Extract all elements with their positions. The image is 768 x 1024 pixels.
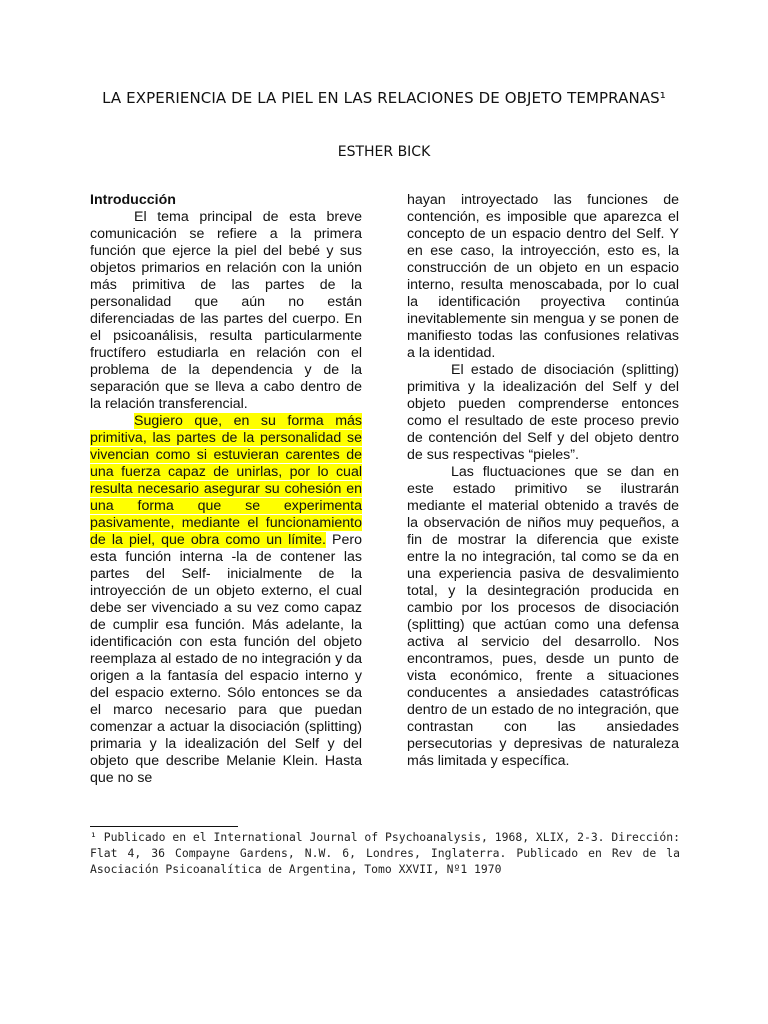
- paragraph-continuation: Pero esta función interna -la de contener las partes del Self- inicialmente de la introyección de un objeto externo, el cual debe ser vivenciado a su vez como capaz de cumplir esa función. Más adelante, la identificación con esta función del objeto reemplaza al estado de no integración y da origen a la fantasía del espacio interno y del espacio externo. Sólo entonces se da el marco necesario para que puedan comenzar a actuar la disociación (splitting) primaria y la idealización del Self y del objeto que describe Melanie Klein. Hasta que no se: [90, 532, 362, 786]
- section-heading: Introducción: [90, 192, 176, 208]
- right-column: [407, 192, 679, 770]
- fluctuations-paragraph: Las fluctuaciones que se dan en este estado primitivo se ilustrarán mediante el material obtenido a través de la observación de niños muy pequeños, a fin de mostrar la diferencia que existe entre la no integración, tal como se da en una experiencia pasiva de desvalimiento total, y la desintegración producida en cambio por los procesos de disociación (splitting) que actúan como una defensa activa al servicio del desarrollo. Nos encontramos, pues, desde un punto de vista económico, frente a situaciones conducentes a ansiedades catastróficas dentro de un estado de no integración, que contrastan con las ansiedades persecutorias y depresivas de naturaleza más limitada y específica.: [407, 464, 679, 769]
- splitting-paragraph: El estado de disociación (splitting) primitiva y la idealización del Self y del objeto pueden comprenderse entonces como el resultado de este proceso previo de contención del Self y del objeto dentro de sus respectivas “pieles”.: [407, 362, 679, 463]
- highlighted-paragraph: [90, 413, 362, 787]
- continued-paragraph: hayan introyectado las funciones de contención, es imposible que aparezca el concepto de un espacio dentro del Self. Y en ese caso, la introyección, esto es, la construcción de un objeto en un espacio interno, resulta menoscabada, por lo cual la identificación proyectiva continúa inevitablemente sin mengua y se ponen de manifiesto todas las confusiones relativas a la identidad.: [407, 192, 679, 361]
- footnote-divider: [90, 826, 238, 827]
- document-title: LA EXPERIENCIA DE LA PIEL EN LAS RELACIONES DE OBJETO TEMPRANAS¹: [102, 89, 666, 107]
- footnote: ¹ Publicado en el International Journal of Psychoanalysis, 1968, XLIX, 2-3. Dirección: Flat 4, 36 Compayne Gardens, N.W. 6, Londres, Inglaterra. Publicado en Rev de la Asociación Psicoanalítica de Argentina, Tomo XXVII, Nº1 1970: [90, 830, 680, 876]
- highlighted-text: Sugiero que, en su forma más primitiva, las partes de la personalidad se vivencian como si estuvieran carentes de una fuerza capaz de unirlas, por lo cual resulta necesario asegurar su cohesión en una forma que se experimenta pasivamente, mediante el funcionamiento de la piel, que obra como un límite.: [90, 413, 362, 548]
- intro-paragraph: El tema principal de esta breve comunicación se refiere a la primera función que ejerce la piel del bebé y sus objetos primarios en relación con la unión más primitiva de las partes de la personalidad que aún no están diferenciadas de las partes del cuerpo. En el psicoanálisis, resulta particularmente fructífero estudiarla en relación con el problema de la dependencia y de la separación que se lleva a cabo dentro de la relación transferencial.: [90, 209, 362, 412]
- author-name: ESTHER BICK: [337, 144, 431, 160]
- left-column: [90, 192, 362, 787]
